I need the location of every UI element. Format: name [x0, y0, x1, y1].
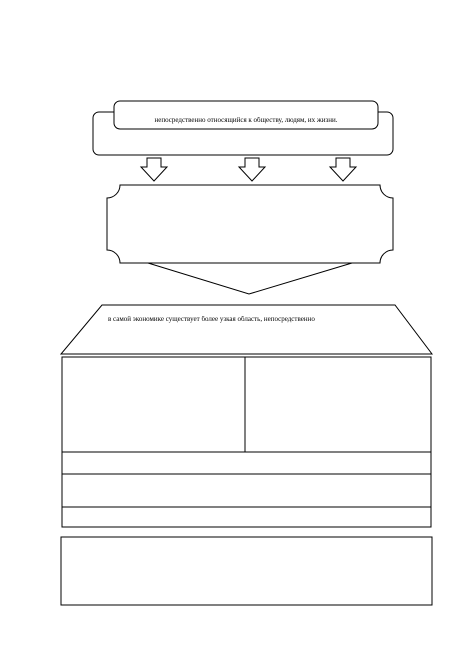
top-box-inner — [114, 101, 378, 129]
funnel-triangle — [148, 263, 352, 294]
bottom-box — [61, 537, 432, 605]
down-arrow-center-icon — [239, 158, 265, 181]
down-arrow-left-icon — [141, 158, 167, 181]
plaque-box — [107, 185, 393, 263]
trapezoid-text: в самой экономике существует более узкая область, непосредственно — [108, 316, 315, 323]
down-arrow-right-icon — [330, 158, 356, 181]
table-grid — [62, 357, 431, 527]
top-box-text: непосредственно относящийся к обществу, людям, их жизни. — [154, 117, 338, 124]
trapezoid-box — [61, 305, 432, 354]
